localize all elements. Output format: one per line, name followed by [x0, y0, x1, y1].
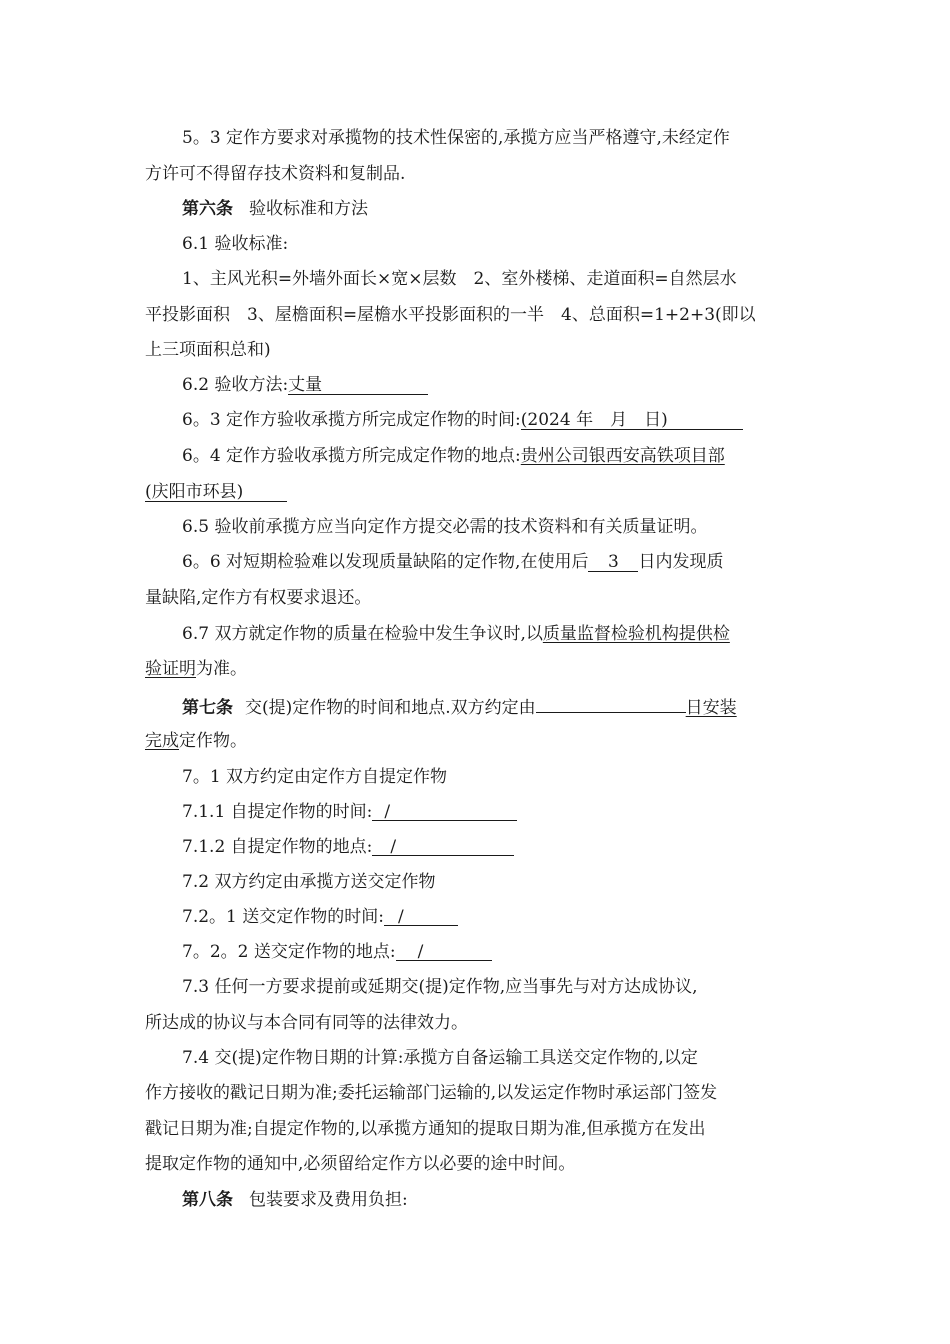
inspection-location-part-2: (庆阳市环县) [145, 483, 287, 502]
delivery-location-field: / [396, 943, 492, 961]
clause-6-7-authority-1: 质量监督检验机构提供检 [542, 624, 730, 644]
clause-6-5: 6.5 验收前承揽方应当向定作方提交必需的技术资料和有关质量证明。 [182, 517, 708, 537]
standard-line-1: 1、主风光积=外墙外面长×宽×层数 2、室外楼梯、走道面积=自然层水 [182, 269, 737, 289]
clause-7-4-line-1: 7.4 交(提)定作物日期的计算:承揽方自备运输工具送交定作物的,以定 [182, 1048, 698, 1068]
clause-7-2-1 [182, 906, 458, 928]
clause-6-7-text-a: 6.7 双方就定作物的质量在检验中发生争议时,以 [182, 624, 543, 644]
clause-6-3-label: 6。3 定作方验收承揽方所完成定作物的时间: [182, 410, 521, 430]
clause-6-6-text-b: 日内发现质 [638, 552, 724, 572]
article-7-installation: 日安装 [685, 698, 737, 718]
installation-days-field [536, 694, 686, 713]
clause-6-7-authority-2: 验证明 [145, 659, 196, 679]
clause-6-2 [182, 374, 428, 396]
defect-days-field: 3 [588, 553, 638, 572]
clause-6-7-line-1 [182, 623, 730, 645]
article-8-number: 第八条 [182, 1190, 233, 1210]
article-6-title: 验收标准和方法 [249, 199, 368, 219]
clause-5-3-line-1: 5。3 定作方要求对承揽物的技术性保密的,承揽方应当严格遵守,未经定作 [182, 128, 730, 148]
clause-7-3-line-1: 7.3 任何一方要求提前或延期交(提)定作物,应当事先与对方达成协议, [182, 977, 698, 997]
article-7-text-a: 交(提)定作物的时间和地点.双方约定由 [245, 698, 536, 718]
clause-7-4-line-4: 提取定作物的通知中,必须留给定作方以必要的途中时间。 [145, 1154, 576, 1174]
self-pickup-time-field: / [372, 803, 517, 821]
clause-7-2-2 [182, 941, 492, 963]
clause-7-4-line-2: 作方接收的戳记日期为准;委托运输部门运输的,以发运定作物时承运部门签发 [145, 1083, 718, 1103]
clause-5-3-line-2: 方许可不得留存技术资料和复制品. [145, 164, 406, 184]
clause-6-6-text-a: 6。6 对短期检验难以发现质量缺陷的定作物,在使用后 [182, 552, 589, 572]
standard-line-3: 上三项面积总和) [145, 340, 271, 360]
clause-7-1-1-label: 7.1.1 自提定作物的时间: [182, 802, 373, 822]
article-6-number: 第六条 [182, 199, 233, 219]
clause-6-4-line-2 [145, 481, 287, 503]
standard-line-2: 平投影面积 3、屋檐面积=屋檐水平投影面积的一半 4、总面积=1+2+3(即以 [145, 305, 756, 325]
article-8-heading [182, 1189, 408, 1211]
clause-6-7-line-2 [145, 658, 247, 680]
clause-7-2: 7.2 双方约定由承揽方送交定作物 [182, 872, 436, 892]
article-7-number: 第七条 [182, 698, 233, 718]
clause-6-7-text-b: 为准。 [196, 659, 247, 679]
clause-7-3-line-2: 所达成的协议与本合同有同等的法律效力。 [145, 1013, 468, 1033]
clause-6-6-line-2: 量缺陷,定作方有权要求退还。 [145, 588, 372, 608]
clause-7-1-1 [182, 801, 517, 823]
clause-7-1: 7。1 双方约定由定作方自提定作物 [182, 767, 448, 787]
clause-7-4-line-3: 戳记日期为准;自提定作物的,以承揽方通知的提取日期为准,但承揽方在发出 [145, 1119, 706, 1139]
article-8-title: 包装要求及费用负担: [249, 1190, 408, 1210]
clause-6-3 [182, 409, 743, 431]
clause-6-1: 6.1 验收标准: [182, 234, 289, 254]
clause-7-2-2-label: 7。2。2 送交定作物的地点: [182, 942, 396, 962]
article-7-line-1 [182, 694, 737, 719]
clause-6-6-line-1 [182, 551, 723, 573]
article-7-text-b: 定作物。 [179, 731, 247, 751]
article-7-complete: 完成 [145, 731, 179, 751]
self-pickup-location-field: / [372, 838, 514, 856]
clause-7-1-2-label: 7.1.2 自提定作物的地点: [182, 837, 373, 857]
inspection-method-field: 丈量 [288, 376, 428, 395]
clause-7-2-1-label: 7.2。1 送交定作物的时间: [182, 907, 384, 927]
clause-6-2-label: 6.2 验收方法: [182, 375, 289, 395]
article-7-line-2 [145, 730, 247, 752]
clause-6-4-label: 6。4 定作方验收承揽方所完成定作物的地点: [182, 446, 521, 466]
clause-6-4-line-1 [182, 445, 725, 467]
delivery-time-field: / [384, 908, 458, 926]
clause-7-1-2 [182, 836, 514, 858]
article-6-heading [182, 198, 368, 220]
inspection-date-field: (2024 年 月 日) [521, 411, 743, 430]
inspection-location-part-1: 贵州公司银西安高铁项目部 [520, 446, 725, 466]
